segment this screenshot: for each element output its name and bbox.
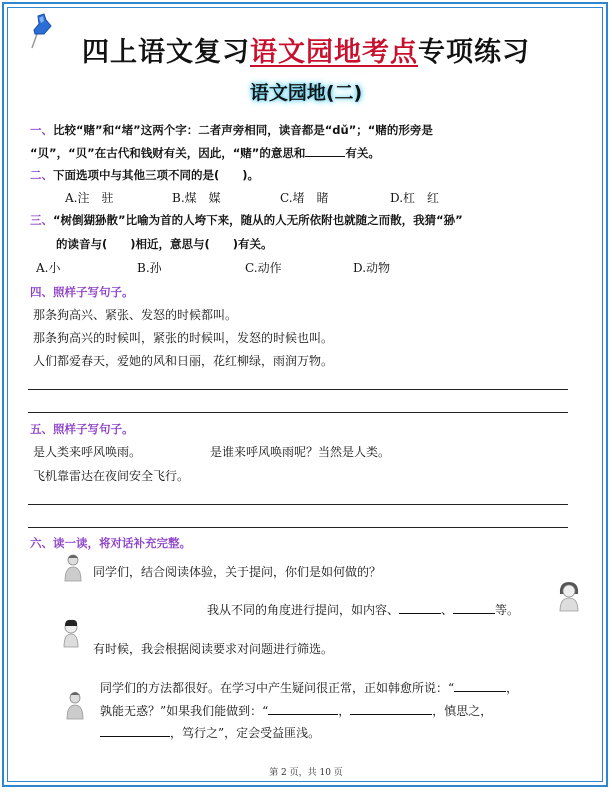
- teacher2-text-1: 同学们的方法都很好。在学习中产生疑问很正常，正如韩愈所说：“: [100, 681, 455, 695]
- q6-teacher-line-2c: [100, 725, 320, 741]
- q6-boy-line: 有时候，我会根据阅读要求对问题进行筛选。: [93, 642, 334, 656]
- q3-option-b[interactable]: B.孙: [137, 261, 162, 275]
- q1-number: 一、: [30, 123, 53, 137]
- q6-heading: 六、读一读，将对话补充完整。: [30, 536, 191, 550]
- q5-example-2: 是谁来呼风唤雨呢？当然是人类。: [210, 445, 391, 459]
- q3-option-d[interactable]: D.动物: [353, 261, 391, 275]
- q1-line2: [30, 145, 380, 161]
- q5-answer-line-1[interactable]: [28, 504, 568, 505]
- q5-heading: 五、照样子写句子。: [30, 422, 134, 436]
- teacher2-text-6: ，笃行之”，定会受益匪浅。: [170, 726, 321, 740]
- girl-text-1: 我从不同的角度进行提问，如内容、: [207, 603, 400, 617]
- q6-blank-2[interactable]: [268, 703, 338, 715]
- q5-example-1: 是人类来呼风唤雨。: [33, 445, 142, 459]
- q6-blank-4[interactable]: [100, 725, 170, 737]
- q5-task: 飞机靠雷达在夜间安全飞行。: [33, 469, 190, 483]
- q2-prompt: [30, 167, 259, 183]
- q2-number: 二、: [30, 168, 53, 182]
- q3-option-c[interactable]: C.动作: [245, 261, 282, 275]
- q6-blank-3[interactable]: [350, 703, 432, 715]
- q1-answer-blank[interactable]: [305, 145, 345, 157]
- q4-answer-line-1[interactable]: [28, 389, 568, 390]
- q1-text-3: 有关。: [345, 146, 380, 160]
- teacher-avatar-icon-2: [64, 690, 86, 720]
- q3-option-a[interactable]: A.小: [36, 261, 61, 275]
- q1-line1: [30, 122, 433, 138]
- q3-number: 三、: [30, 213, 53, 227]
- q2-text: 下面选项中与其他三项不同的是( )。: [53, 168, 260, 182]
- q4-answer-line-2[interactable]: [28, 412, 568, 413]
- girl-avatar-icon: [556, 580, 582, 612]
- boy-avatar-icon: [60, 618, 82, 648]
- teacher2-text-3: 孰能无惑？”如果我们能做到：“: [100, 704, 269, 718]
- q6-girl-blank-1[interactable]: [399, 602, 441, 614]
- q4-heading: 四、照样子写句子。: [30, 285, 134, 299]
- page-title: [0, 30, 612, 69]
- teacher-avatar-icon: [62, 552, 84, 582]
- q2-option-d[interactable]: D.杠 红: [390, 191, 440, 205]
- q2-option-c[interactable]: C.堵 睹: [280, 191, 329, 205]
- title-highlight: 语文园地考点: [250, 37, 418, 68]
- q1-text: 比较“赌”和“堵”这两个字：二者声旁相同，读音都是“dǔ”；“赌的形旁是: [53, 123, 433, 137]
- title-prefix: 四上语文复习: [82, 37, 250, 68]
- q6-teacher-line-1: 同学们，结合阅读体验，关于提问，你们是如何做的？: [93, 565, 382, 579]
- q6-teacher-line-2b: [100, 703, 492, 719]
- q6-blank-1[interactable]: [454, 680, 506, 692]
- q4-example-1: 那条狗高兴、紧张、发怒的时候都叫。: [33, 308, 238, 322]
- q3-text: “树倒猢狲散”比喻为首的人垮下来，随从的人无所依附也就随之而散，我猜“狲”: [53, 213, 463, 227]
- q2-option-b[interactable]: B.煤 媒: [172, 191, 221, 205]
- q1-text-2: “贝”，“贝”在古代和钱财有关，因此，“赌”的意思和: [30, 146, 306, 160]
- page-footer: 第 2 页，共 10 页: [269, 768, 343, 778]
- teacher2-text-5: ，慎思之，: [432, 704, 493, 718]
- q2-option-a[interactable]: A.注 驻: [65, 191, 114, 205]
- girl-text-2: 等。: [495, 603, 520, 617]
- girl-sep: 、: [441, 603, 454, 617]
- q6-girl-line: [207, 602, 519, 618]
- teacher2-text-4: ，: [338, 704, 351, 718]
- q6-teacher-line-2a: [100, 680, 518, 696]
- title-suffix: 专项练习: [418, 37, 530, 68]
- page-subtitle: 语文园地(二): [249, 82, 363, 104]
- q6-girl-blank-2[interactable]: [453, 602, 495, 614]
- q3-line2: 的读音与( )相近，意思与( )有关。: [56, 237, 273, 251]
- teacher2-text-2: ，: [506, 681, 519, 695]
- q5-answer-line-2[interactable]: [28, 527, 568, 528]
- q4-task: 人们都爱春天，爱她的风和日丽，花红柳绿，雨润万物。: [33, 354, 334, 368]
- q3-line1: [30, 212, 463, 228]
- q4-example-2: 那条狗高兴的时候叫，紧张的时候叫，发怒的时候也叫。: [33, 331, 334, 345]
